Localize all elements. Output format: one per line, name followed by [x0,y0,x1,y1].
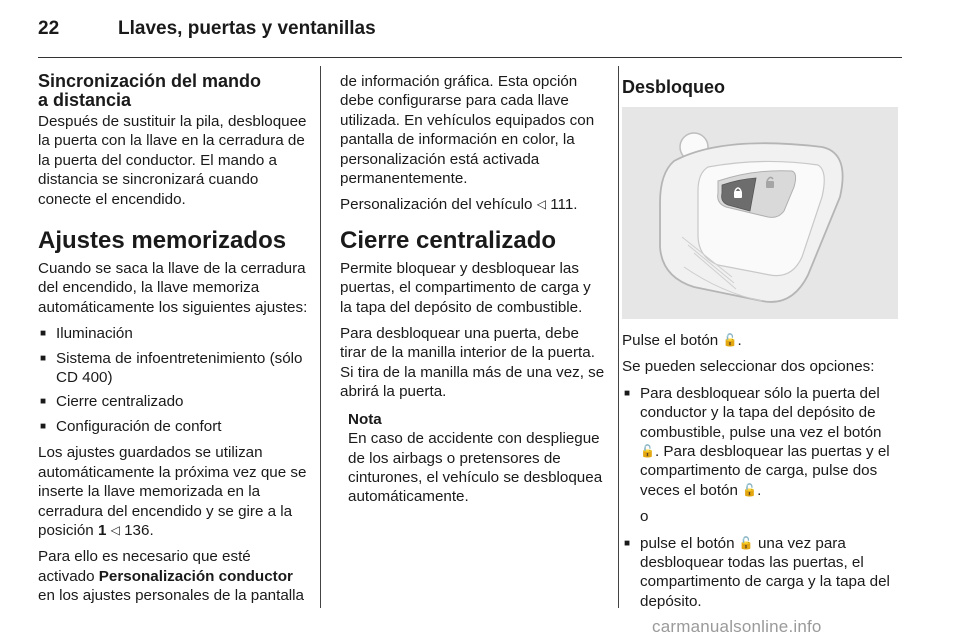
unlock-options-list-2 [622,534,904,612]
sync-paragraph: Después de sustituir la pila, desbloquee la puerta con la llave en la cerradura de la puerta del conductor. El mando a distancia se sincronizará cuando conecte el encendido. [38,113,307,208]
personalization-reference: Personalización del vehículo ◁ 111. [340,196,578,214]
press-button-text: Pulse el botón 🔓. [622,332,742,349]
unlock-icon: 🔓 [738,535,754,550]
or-text: o [640,508,649,526]
memo-paragraph: Cuando se saca la llave de la cerradura del encendido, la llave memoriza automáticamente los siguientes ajustes: [38,260,308,316]
list-item: ■ Iluminación [38,324,310,343]
page-header-title: Llaves, puertas y ventanillas [118,18,376,39]
list-item: ■ Sistema de infoentretenimiento (sólo CD 400) [38,349,310,388]
unlock-icon: 🔓 [640,444,655,459]
unlock-icon: 🔓 [742,482,758,497]
list-item: ■ Para desbloquear sólo la puerta del conductor y la tapa del depósito de combustible, pulse una vez el botón 🔓. Para desbloquear las puertas y el compartimento de carga, pulse dos veces el botón 🔓. [622,384,904,500]
page-number: 22 [38,18,60,39]
central-paragraph-2: Para desbloquear una puerta, debe tirar de la manilla interior de la puerta. Si tira de la manilla más de una vez, se abrirá la puerta. [340,325,605,401]
list-item: ■ Configuración de confort [38,417,310,436]
list-item: ■ pulse el botón 🔓 una vez para desbloquear todas las puertas, el compartimento de carga y la tapa del depósito. [622,534,904,612]
key-fob-image [622,107,898,319]
options-text: Se pueden seleccionar dos opciones: [622,358,875,376]
unlock-icon: 🔓 [722,333,738,347]
reference-arrow-icon: ◁ [110,522,120,537]
unlock-options-list [622,384,904,500]
central-locking-heading: Cierre centralizado [340,226,557,254]
memo-paragraph-3: Para ello es necesario que esté activado Personalización conductor en los ajustes personales de la pantalla [38,548,304,605]
page-header [38,14,908,54]
reference-arrow-icon: ◁ [536,197,546,212]
sync-heading: Sincronización del mando a distancia [38,71,262,110]
note-text: En caso de accidente con despliegue de los airbags o pretensores de cinturones, el vehículo se desbloquea automáticamente. [348,430,603,506]
remote-key-illustration [622,107,898,319]
memo-heading: Ajustes memorizados [38,227,287,255]
header-rule [38,57,902,58]
column-divider-1 [320,66,321,608]
unlock-heading: Desbloqueo [622,77,726,97]
memo-paragraph-2: Los ajustes guardados se utilizan automáticamente la próxima vez que se inserte la llave memorizada en la cerradura del encendido y se gire a la posición 1 ◁ 136. [38,444,307,539]
column-1 [38,72,310,613]
continued-paragraph: de información gráfica. Esta opción debe configurarse para cada llave utilizada. En vehículos equipados con pantalla de información en color, la personalización está activada permanentemente. [340,73,595,188]
list-item: ■ Cierre centralizado [38,392,310,411]
column-2 [340,72,606,507]
note-block [348,410,606,507]
column-3 [622,72,904,618]
watermark: carmanualsonline.info [652,617,822,636]
central-paragraph: Permite bloquear y desbloquear las puertas, el compartimento de carga y la tapa del depósito de combustible. [340,259,591,316]
note-title: Nota [348,410,382,428]
memo-list [38,324,310,436]
column-divider-2 [618,66,619,608]
